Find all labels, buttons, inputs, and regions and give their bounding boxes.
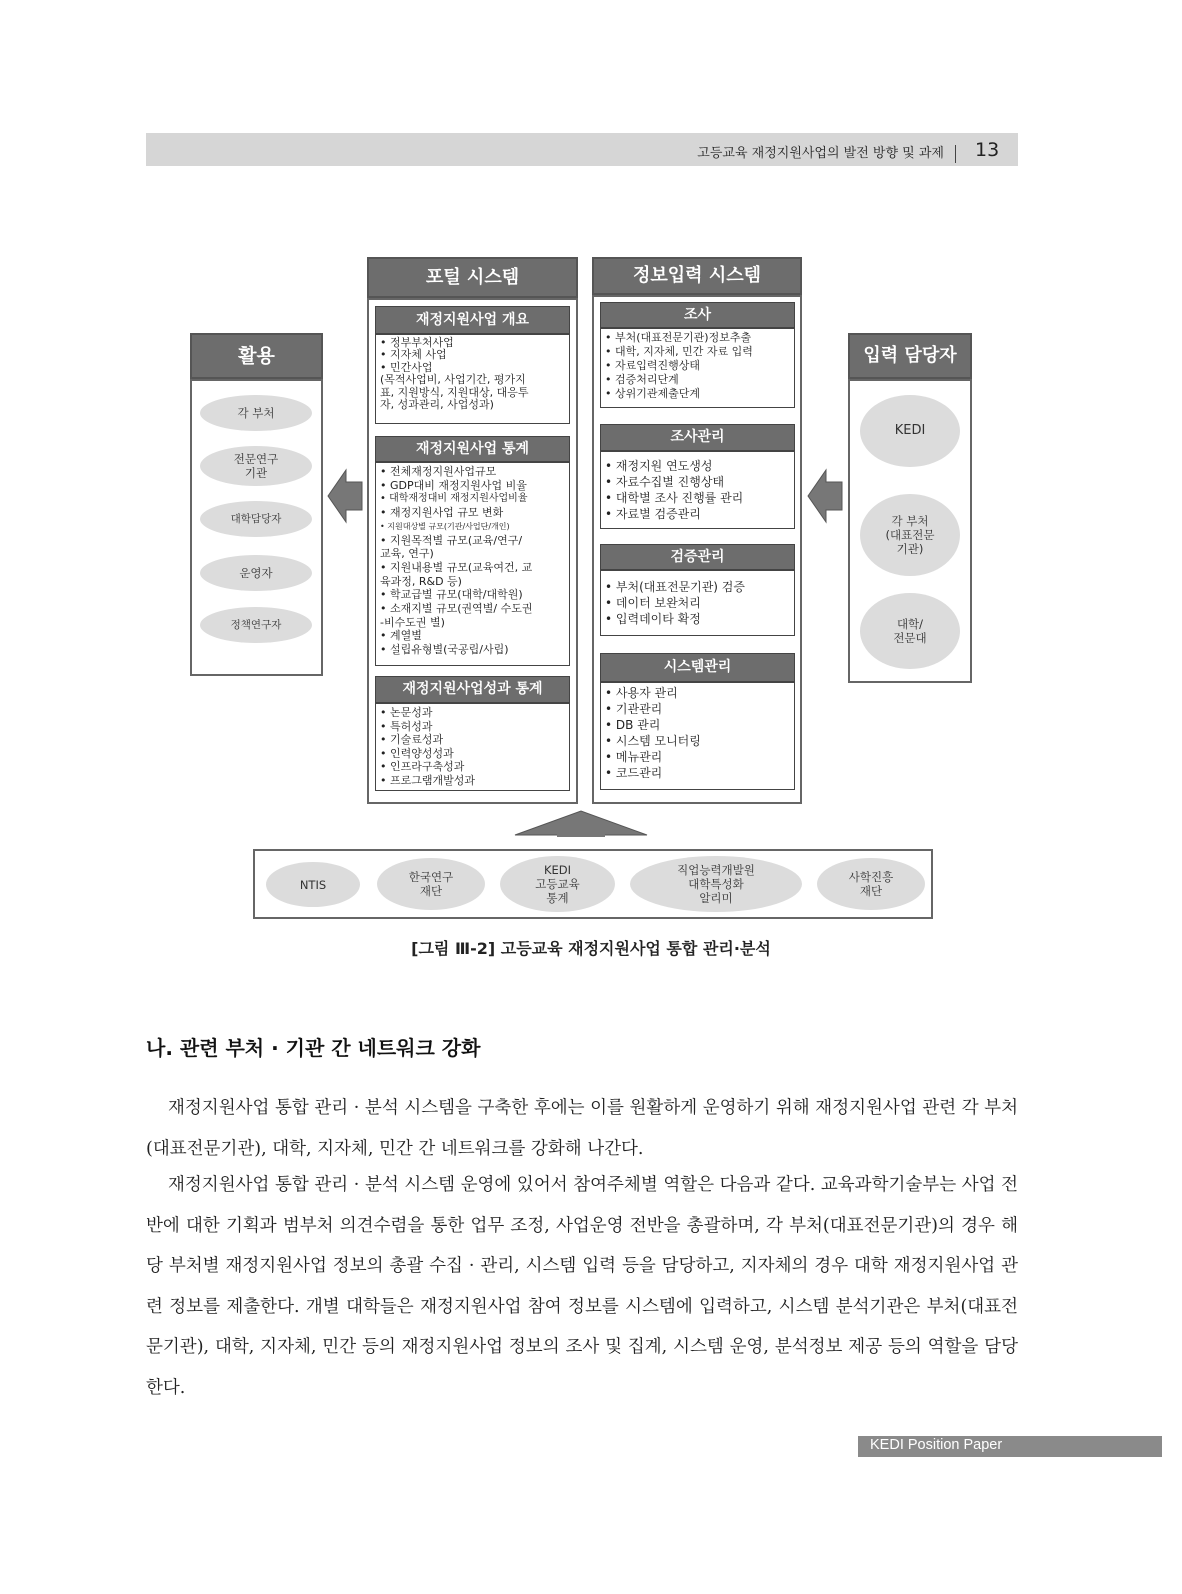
header-divider [955, 145, 956, 163]
data-source-item: 직업능력개발원 대학특성화 알리미 [630, 856, 802, 912]
list-item: • 상위기관제출단계 [605, 387, 700, 400]
list-item: • 기술료성과 [380, 733, 444, 746]
list-item: • 대학별 조사 진행률 관리 [605, 491, 744, 505]
section-heading: 나. 관련 부처 · 기관 간 네트워크 강화 [146, 1036, 481, 1060]
portal-section-body [375, 334, 570, 424]
list-item: • 전체재정지원사업규모 [380, 465, 497, 478]
list-item: • 인프라구축성과 [380, 760, 465, 773]
list-item: 자, 성과관리, 사업성과) [380, 398, 494, 412]
list-item: • 인력양성성과 [380, 746, 454, 760]
portal-section-title: 재정지원사업성과 통계 [375, 676, 570, 703]
data-source-item: KEDI 고등교육 통계 [500, 856, 615, 912]
list-item: • 학교급별 규모(대학/대학원) [380, 588, 523, 602]
arrow-left-icon [326, 468, 364, 524]
list-item: • 메뉴관리 [605, 750, 663, 764]
arrow-left-icon [806, 468, 844, 524]
list-item: • 대학재정대비 재정지원사업비율 [380, 493, 528, 505]
list-item: • 데이터 보완처리 [605, 596, 701, 610]
list-item: • 대학, 지자체, 민간 자료 입력 [605, 345, 753, 358]
running-header-title: 고등교육 재정지원사업의 발전 방향 및 과제 [697, 146, 944, 161]
input-section-title: 조사 [600, 302, 795, 328]
portal-section-body [375, 703, 570, 791]
input-staff-item: 각 부처 (대표전문 기관) [860, 494, 960, 576]
list-item: • 지원내용별 규모(교육여건, 교 [380, 560, 533, 574]
list-item: • 기관관리 [605, 702, 663, 716]
list-item: • 검증처리단계 [605, 373, 679, 386]
page-number: 13 [975, 139, 1000, 161]
list-item: 교육, 연구) [380, 547, 434, 561]
body-paragraph: 재정지원사업 통합 관리 · 분석 시스템 운영에 있어서 참여주체별 역할은 다음과 같다. 교육과학기술부는 사업 전반에 대한 기획과 범부처 의견수렴을 통한 업무 조정, 사업운영 전반을 총괄하며, 각 부처(대표전문기관)의 경우 해당 부처별 재정지원사업 정보의 총괄 수집 · 관리, 시스템 입력 등을 담당하고, 지자체의 경우 대학 재정지원사업 관련 정보를 제출한다. 개별 대학들은 재정지원사업 참여 정보를 시스템에 입력하고, 시스템 분석기관은 부처(대표전문기관), 대학, 지자체, 민간 등의 재정지원사업 정보의 조사 및 집계, 시스템 운영, 분석정보 제공 등의 역할을 담당한다. [146, 1175, 1018, 1398]
list-item: • 부처(대표전문기관) 검증 [605, 580, 745, 594]
list-item: • 소재지별 규모(권역별/ 수도권 [380, 602, 533, 616]
input-staff-header: 입력 담당자 [848, 333, 972, 379]
usage-item: 정책연구자 [200, 607, 312, 643]
list-item: • GDP대비 재정지원사업 비율 [380, 478, 527, 492]
portal-section-title: 재정지원사업 개요 [375, 306, 570, 334]
input-section-body [600, 451, 795, 529]
data-source-item: 한국연구 재단 [377, 858, 485, 910]
portal-section-body [375, 462, 570, 666]
body-paragraph: 재정지원사업 통합 관리 · 분석 시스템을 구축한 후에는 이를 원활하게 운영하기 위해 재정지원사업 관련 각 부처(대표전문기관), 대학, 지자체, 민간 간 네트워크를 강화해 나간다. [146, 1098, 1018, 1159]
list-item: • 입력데이타 확정 [605, 612, 701, 626]
list-item: • 재정지원사업 규모 변화 [380, 506, 504, 520]
list-item: -비수도권 별) [380, 615, 445, 629]
list-item: • 지원목적별 규모(교육/연구/ [380, 533, 523, 547]
input-section-body [600, 570, 795, 636]
list-item: • 시스템 모니터링 [605, 734, 701, 748]
list-item: • 부처(대표전문기관)정보추출 [605, 331, 752, 344]
input-section-title: 검증관리 [600, 544, 795, 570]
list-item: • 설립유형별(국공립/사립) [380, 643, 509, 657]
arrow-up-icon [513, 809, 649, 837]
list-item: • 특허성과 [380, 719, 433, 733]
input-section-body [600, 328, 795, 408]
input-staff-item: KEDI [860, 395, 960, 467]
list-item: (목적사업비, 사업기간, 평가지 [380, 373, 526, 387]
list-item: • 자료입력진행상태 [605, 359, 700, 372]
usage-header: 활용 [190, 333, 323, 379]
list-item: • 재정지원 연도생성 [605, 459, 713, 473]
input-section-title: 시스템관리 [600, 653, 795, 682]
data-source-item: NTIS [266, 862, 360, 907]
list-item: • 논문성과 [380, 706, 433, 719]
list-item: • 자료수집별 진행상태 [605, 475, 725, 489]
list-item: • 프로그램개발성과 [380, 773, 475, 787]
portal-system-header: 포털 시스템 [367, 257, 578, 298]
figure-caption: [그림 Ⅲ-2] 고등교육 재정지원사업 통합 관리·분석 [411, 939, 771, 958]
input-system-header: 정보입력 시스템 [592, 257, 802, 295]
data-source-item: 사학진흥 재단 [817, 858, 925, 910]
list-item: • DB 관리 [605, 718, 661, 732]
list-item: • 자료별 검증관리 [605, 507, 701, 521]
list-item: • 정부부처사업 [380, 336, 454, 349]
footer-label: KEDI Position Paper [870, 1437, 1003, 1453]
input-section-title: 조사관리 [600, 424, 795, 451]
usage-item: 운영자 [200, 555, 312, 591]
input-section-body [600, 682, 795, 790]
usage-item: 대학담당자 [200, 501, 312, 537]
list-item: 표, 지원방식, 지원대상, 대응투 [380, 385, 529, 399]
list-item: • 코드관리 [605, 766, 663, 780]
list-item: • 사용자 관리 [605, 686, 678, 700]
list-item: • 지원대상별 규모(기관/사업단/개인) [380, 521, 510, 531]
list-item: • 지자체 사업 [380, 348, 447, 362]
list-item: • 민간사업 [380, 360, 433, 374]
list-item: 육과정, R&D 등) [380, 574, 462, 588]
usage-item: 전문연구 기관 [200, 446, 312, 486]
list-item: • 계열별 [380, 629, 422, 643]
portal-section-title: 재정지원사업 통계 [375, 436, 570, 462]
usage-item: 각 부처 [200, 395, 312, 431]
input-staff-item: 대학/ 전문대 [860, 593, 960, 669]
